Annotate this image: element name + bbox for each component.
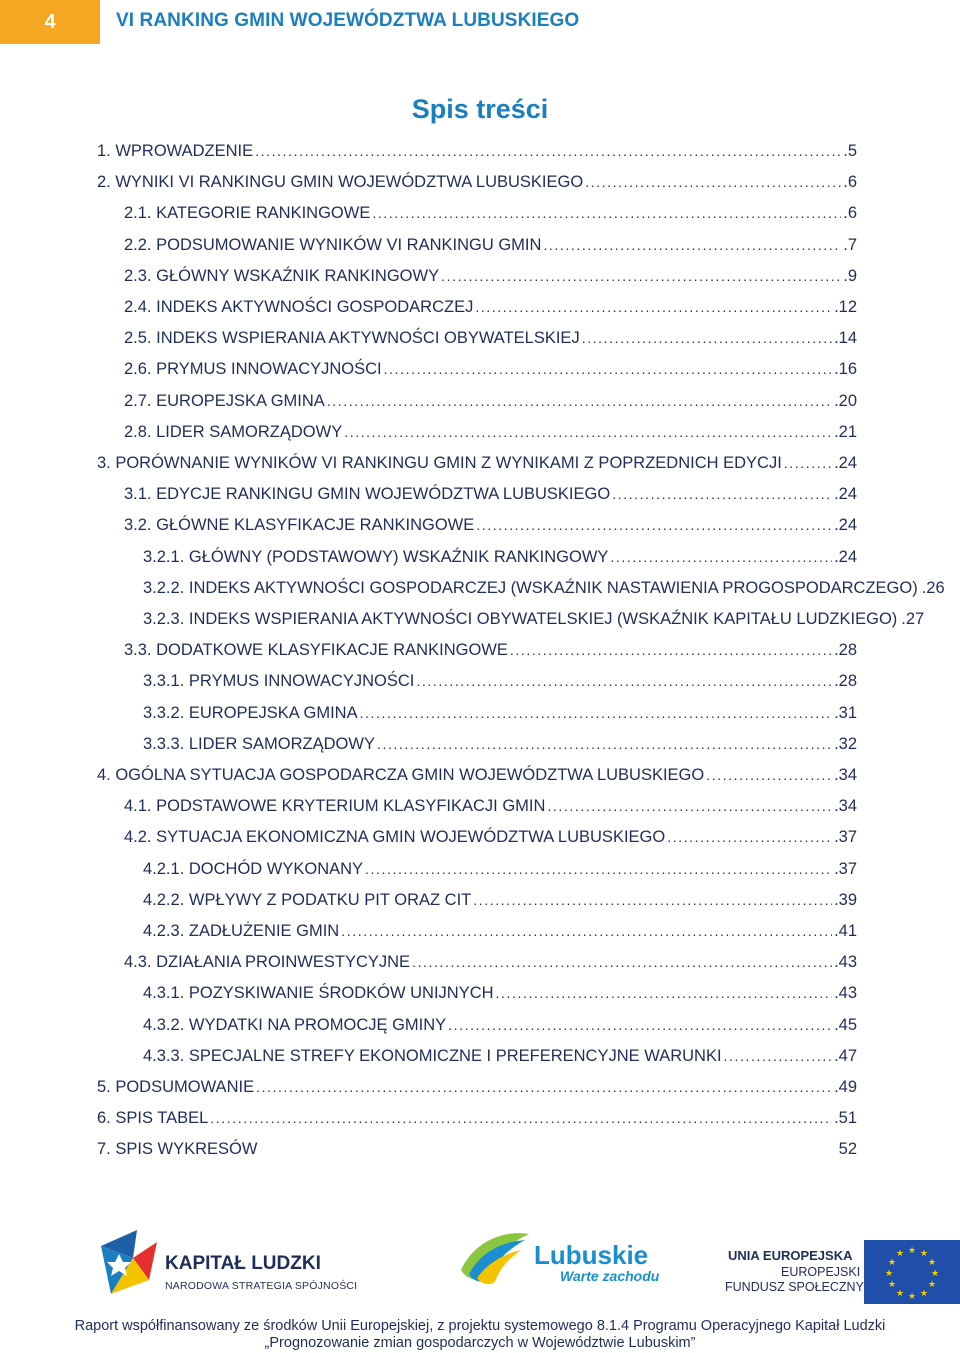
svg-text:★: ★ (927, 1280, 937, 1290)
toc-leader-dots (612, 486, 832, 502)
toc-item-label: 2.8. LIDER SAMORZĄDOWY (124, 422, 343, 441)
toc-item-label: 3.1. EDYCJE RANKINGU GMIN WOJEWÓDZTWA LUBUSKIEGO (124, 485, 611, 504)
toc-leader-dots (327, 393, 832, 409)
toc-leader-dots (372, 205, 841, 221)
svg-text:★: ★ (919, 1289, 929, 1299)
toc-item-page: .24 (834, 454, 857, 472)
toc-item[interactable] (124, 298, 857, 324)
toc-item-label: 3.3. DODATKOWE KLASYFIKACJE RANKINGOWE (124, 641, 508, 660)
toc-item-page: .24 (834, 485, 857, 504)
page-header (0, 0, 960, 44)
toc-item-page: .20 (834, 391, 857, 410)
toc-item-page: .51 (834, 1109, 857, 1128)
toc-item[interactable] (143, 704, 857, 730)
toc-item-label: 4.3.1. POZYSKIWANIE ŚRODKÓW UNIJNYCH (143, 984, 494, 1003)
toc-item-label: 3.2.3. INDEKS WSPIERANIA AKTYWNOŚCI OBYWATELSKIEJ (WSKAŹNIK KAPITAŁU LUDZKIEGO) (143, 610, 898, 628)
toc-item-page: .49 (834, 1078, 857, 1096)
toc-item-page: .31 (834, 703, 857, 722)
toc-item-page: .6 (843, 204, 857, 223)
toc-item-label: 6. SPIS TABEL (97, 1109, 209, 1128)
toc-item[interactable] (143, 610, 925, 636)
toc-item-page: .24 (834, 516, 857, 535)
toc-item-label: 5. PODSUMOWANIE (97, 1078, 255, 1096)
toc-leader-dots (784, 455, 832, 471)
svg-text:★: ★ (895, 1249, 905, 1259)
toc-item-page: 52 (838, 1140, 857, 1159)
toc-item-page: .45 (834, 1015, 857, 1034)
toc-item-label: 3. PORÓWNANIE WYNIKÓW VI RANKINGU GMIN Z WYNIKAMI Z POPRZEDNICH EDYCJI (97, 454, 782, 472)
toc-item-page: .7 (843, 235, 857, 254)
toc-leader-dots (412, 954, 832, 970)
toc-item-label: 3.2.1. GŁÓWNY (PODSTAWOWY) WSKAŹNIK RANKINGOWY (143, 547, 609, 566)
toc-leader-dots (384, 361, 832, 377)
toc-item-page: .41 (834, 922, 857, 940)
toc-item-label: 3.3.2. EUROPEJSKA GMINA (143, 703, 358, 722)
toc-item[interactable] (97, 142, 857, 168)
toc-item[interactable] (124, 485, 857, 511)
svg-text:★: ★ (930, 1269, 940, 1279)
toc-item-page: .6 (843, 173, 857, 192)
toc-leader-dots (667, 829, 832, 845)
toc-item[interactable] (124, 641, 857, 667)
toc-item-label: 3.2. GŁÓWNE KLASYFIKACJE RANKINGOWE (124, 516, 475, 535)
toc-item-page: .12 (834, 298, 857, 316)
toc-leader-dots (476, 517, 832, 533)
toc-item[interactable] (97, 173, 857, 199)
toc-item-page: .26 (921, 578, 945, 597)
toc-leader-dots (377, 736, 832, 752)
toc-leader-dots (365, 861, 832, 877)
toc-item[interactable] (97, 766, 857, 792)
toc-leader-dots (473, 892, 832, 908)
toc-title: Spis treści (411, 94, 549, 124)
toc-leader-dots (341, 923, 832, 939)
toc-item-label: 1. WPROWADZENIE (97, 142, 254, 160)
toc-item-label: 4.2. SYTUACJA EKONOMICZNA GMIN WOJEWÓDZTWA LUBUSKIEGO (124, 828, 666, 847)
toc-item[interactable] (124, 392, 857, 418)
toc-leader-dots (256, 1079, 832, 1095)
toc-item-label: 2.5. INDEKS WSPIERANIA AKTYWNOŚCI OBYWATELSKIEJ (124, 329, 580, 348)
toc-item-page: .16 (834, 360, 857, 379)
toc-leader-dots (510, 642, 832, 658)
toc-leader-dots (344, 424, 832, 440)
toc-item[interactable] (143, 922, 857, 948)
toc-item-label: 2.6. PRYMUS INNOWACYJNOŚCI (124, 360, 382, 379)
toc-leader-dots (210, 1110, 832, 1126)
toc-item[interactable] (97, 1140, 857, 1166)
toc-leader-dots (706, 767, 832, 783)
toc-item-label: 4.3.2. WYDATKI NA PROMOCJĘ GMINY (143, 1015, 447, 1034)
toc-item-page: .28 (834, 672, 857, 691)
toc-item-page: .37 (834, 859, 857, 878)
toc-item[interactable] (97, 1078, 857, 1104)
toc-item[interactable] (143, 984, 857, 1010)
toc-item[interactable] (97, 1109, 857, 1135)
eu-flag-icon (864, 1240, 960, 1304)
toc-leader-dots (416, 673, 832, 689)
toc-leader-dots (448, 1017, 832, 1033)
svg-text:★: ★ (907, 1246, 917, 1256)
svg-text:★: ★ (895, 1289, 905, 1299)
toc-leader-dots (610, 549, 832, 565)
toc-item-label: 4.2.1. DOCHÓD WYKONANY (143, 859, 364, 878)
toc-item-page: .21 (834, 422, 857, 441)
toc-item-label: 4.3.3. SPECJALNE STREFY EKONOMICZNE I PREFERENCYJNE WARUNKI (143, 1046, 722, 1065)
toc-item[interactable] (124, 828, 857, 854)
toc-item-label: 2.3. GŁÓWNY WSKAŹNIK RANKINGOWY (124, 266, 440, 285)
ue-title: UNIA EUROPEJSKA (728, 1248, 853, 1263)
toc-item[interactable] (143, 578, 945, 605)
page-number: 4 (0, 0, 100, 44)
svg-text:★: ★ (919, 1249, 929, 1259)
toc-item-page: .9 (843, 266, 857, 285)
kapital-ludzki-subtitle: NARODOWA STRATEGIA SPÓJNOŚCI (165, 1280, 358, 1292)
toc-leader-dots (543, 237, 841, 253)
toc-item-label: 3.3.1. PRYMUS INNOWACYJNOŚCI (143, 672, 415, 691)
toc-item-label: 4.2.2. WPŁYWY Z PODATKU PIT ORAZ CIT (143, 890, 472, 909)
toc-leader-dots (255, 143, 841, 159)
toc-item-label: 7. SPIS WYKRESÓW (97, 1140, 258, 1159)
toc-item-label: 4. OGÓLNA SYTUACJA GOSPODARCZA GMIN WOJEWÓDZTWA LUBUSKIEGO (97, 766, 705, 784)
toc-item-page: .34 (834, 797, 857, 816)
toc-item-label: 3.2.2. INDEKS AKTYWNOŚCI GOSPODARCZEJ (WSKAŹNIK NASTAWIENIA PROGOSPODARCZEGO) (143, 578, 918, 597)
toc-item[interactable] (124, 204, 857, 230)
toc-item[interactable] (124, 516, 857, 542)
toc-leader-dots (724, 1048, 833, 1064)
toc-leader-dots (585, 174, 841, 190)
toc-item-label: 2. WYNIKI VI RANKINGU GMIN WOJEWÓDZTWA LUBUSKIEGO (97, 173, 584, 192)
toc-item-page: .43 (834, 953, 857, 972)
logos-bar (0, 1228, 960, 1308)
toc-leader-dots (475, 299, 832, 315)
toc-item[interactable] (97, 454, 857, 480)
toc-item[interactable] (124, 267, 857, 293)
svg-text:★: ★ (907, 1292, 917, 1302)
toc-item[interactable] (124, 423, 857, 449)
header-title: VI RANKING GMIN WOJEWÓDZTWA LUBUSKIEGO (116, 10, 580, 31)
toc-leader-dots (360, 705, 832, 721)
toc-leader-dots (496, 985, 833, 1001)
toc-item[interactable] (143, 735, 857, 761)
toc-item[interactable] (124, 236, 857, 262)
ue-line-3: FUNDUSZ SPOŁECZNY (725, 1280, 864, 1294)
footer-line-2: „Prognozowanie zmian gospodarczych w Województwie Lubuskim” (264, 1335, 696, 1351)
toc-item-label: 2.2. PODSUMOWANIE WYNIKÓW VI RANKINGU GMIN (124, 235, 542, 254)
toc-item-page: .28 (834, 641, 857, 660)
toc-leader-dots (582, 330, 832, 346)
toc-item[interactable] (124, 360, 857, 386)
toc-item-page: .32 (834, 734, 857, 753)
toc-item[interactable] (143, 1047, 857, 1073)
svg-text:★: ★ (887, 1280, 897, 1290)
toc-item[interactable] (124, 797, 857, 823)
svg-text:★: ★ (887, 1258, 897, 1268)
kapital-ludzki-title: KAPITAŁ LUDZKI (165, 1253, 321, 1274)
toc-item-label: 4.3. DZIAŁANIA PROINWESTYCYJNE (124, 953, 411, 972)
lubuskie-logo-icon (455, 1230, 535, 1290)
toc-item-page: .39 (834, 890, 857, 909)
toc-item-label: 2.4. INDEKS AKTYWNOŚCI GOSPODARCZEJ (124, 298, 474, 316)
toc-item[interactable] (124, 953, 857, 979)
toc-item-page: .24 (834, 547, 857, 566)
toc-leader-dots (547, 798, 832, 814)
toc-item[interactable] (143, 860, 857, 886)
toc-item-page: .14 (834, 329, 857, 348)
ue-line-2: EUROPEJSKI (781, 1265, 861, 1279)
toc-item-page: .47 (834, 1046, 857, 1065)
lubuskie-title: Lubuskie (534, 1240, 649, 1270)
toc-item-page: .5 (843, 142, 857, 160)
toc-item-page: .34 (834, 766, 857, 784)
toc-item-page: .27 (901, 610, 925, 628)
toc-item[interactable] (143, 672, 857, 698)
toc-item[interactable] (143, 1016, 857, 1042)
toc-item-label: 2.1. KATEGORIE RANKINGOWE (124, 204, 371, 223)
toc-item-page: .43 (834, 984, 857, 1003)
toc-leader-dots (441, 268, 841, 284)
footer-line-1: Raport współfinansowany ze środków Unii Europejskiej, z projektu systemowego 8.1.4 Programu Operacyjnego Kapitał Ludzki (74, 1318, 886, 1334)
toc-item[interactable] (143, 548, 857, 574)
toc-item-label: 4.2.3. ZADŁUŻENIE GMIN (143, 922, 340, 940)
svg-text:★: ★ (927, 1258, 937, 1268)
toc-item[interactable] (124, 329, 857, 355)
lubuskie-subtitle: Warte zachodu (560, 1268, 660, 1284)
toc-item-label: 4.1. PODSTAWOWE KRYTERIUM KLASYFIKACJI GMIN (124, 797, 546, 816)
svg-text:★: ★ (884, 1269, 894, 1279)
toc-item-page: .37 (834, 828, 857, 847)
toc-item-label: 3.3.3. LIDER SAMORZĄDOWY (143, 734, 375, 753)
toc-item-label: 2.7. EUROPEJSKA GMINA (124, 391, 325, 410)
kapital-ludzki-logo-icon (97, 1228, 161, 1298)
toc-item[interactable] (143, 891, 857, 917)
